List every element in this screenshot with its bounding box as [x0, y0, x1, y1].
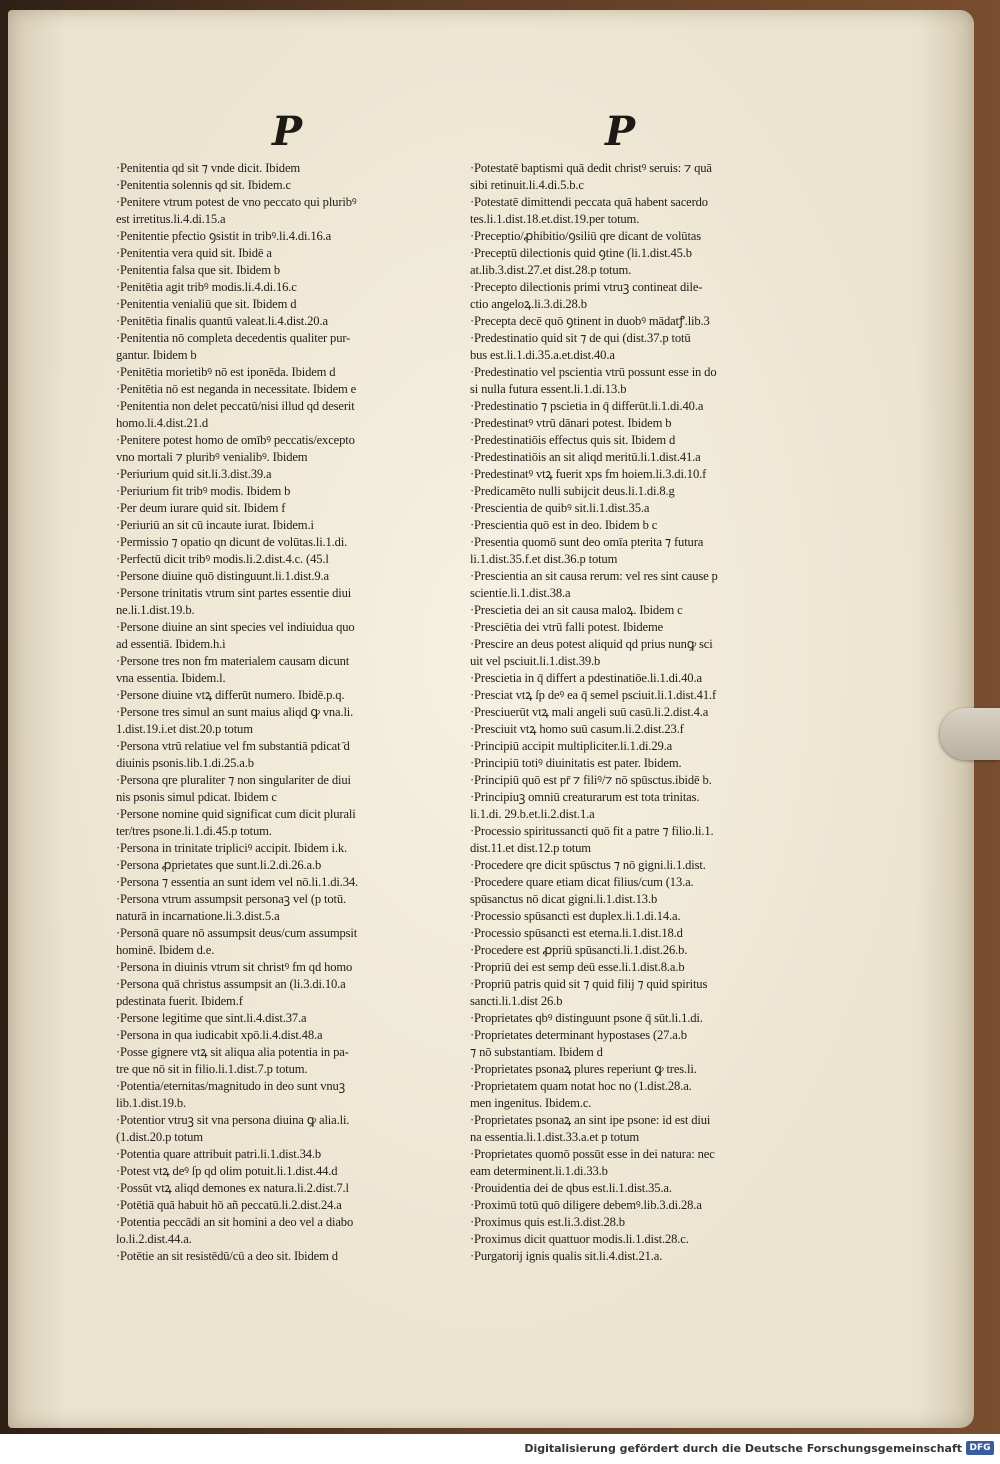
- index-entry-line: lo.li.2.dist.44.a.: [116, 1232, 192, 1246]
- index-entry-line: ·Persona vtrum assumpsit personaꝫ vel (p totū.: [116, 892, 347, 906]
- index-entry-line: ·Posse gignere vtꝝ sit aliqua alia potentia in pa-: [116, 1045, 349, 1059]
- index-entry-line: eam determinent.li.1.di.33.b: [470, 1164, 608, 1178]
- index-entry-line: ·Propriū patris quid sit ⁊ quid filij ⁊ quid spiritus: [470, 977, 708, 991]
- index-entry-line: (1.dist.20.p totum: [116, 1130, 203, 1144]
- index-entry-line: ctio angeloꝝ.li.3.di.28.b: [470, 297, 587, 311]
- index-entry-line: homo.li.4.dist.21.d: [116, 416, 208, 430]
- index-entry-line: ·Potētie an sit resistēdū/cū a deo sit. Ibidem d: [116, 1249, 338, 1263]
- index-entry-line: ·Presciētia dei vtrū falli potest. Ibideme: [470, 620, 664, 634]
- index-entry-line: ·Penitentia vera quid sit. Ibidē a: [116, 246, 272, 260]
- index-entry-line: lib.1.dist.19.b.: [116, 1096, 187, 1110]
- index-entry-line: ·Principiuꝫ omniū creaturarum est tota trinitas.: [470, 790, 700, 804]
- index-entry-line: ·Predestinatꝰ vtꝝ fuerit xps fm hoiem.li.3.di.10.f: [470, 467, 707, 481]
- index-entry-line: ·Prescientia quō est in deo. Ibidem b c: [470, 518, 658, 532]
- index-entry-line: ·Predestinatiōis effectus quis sit. Ibidem d: [470, 433, 676, 447]
- index-entry-line: ·Proximus quis est.li.3.dist.28.b: [470, 1215, 625, 1229]
- index-entry-line: hominē. Ibidem d.e.: [116, 943, 215, 957]
- index-entry-line: ·Purgatorij ignis qualis sit.li.4.dist.21.a.: [470, 1249, 663, 1263]
- index-entry-line: at.lib.3.dist.27.et dist.28.p totum.: [470, 263, 632, 277]
- index-entry-line: ·Proprietates psonaꝝ an sint ipe psone: id est diui: [470, 1113, 711, 1127]
- index-entry-line: ·Principiū quō est pr̄ ⁊ filiꝰ/⁊ nō spūsctus.ibidē b.: [470, 773, 712, 787]
- index-entry-line: ·Processio spiritussancti quō fit a patre ⁊ filio.li.1.: [470, 824, 714, 838]
- index-entry-line: ·Persone diuine vtꝝ differūt numero. Ibidē.p.q.: [116, 688, 345, 702]
- index-entry-line: ·Proprietates qbꝰ distinguunt psone q̄ sūt.li.1.di.: [470, 1011, 703, 1025]
- index-entry-line: ·Periuriū an sit cū incaute iurat. Ibidem.i: [116, 518, 314, 532]
- index-entry-line: si nulla futura essent.li.1.di.13.b: [470, 382, 627, 396]
- index-entry-line: ·Penitentia falsa que sit. Ibidem b: [116, 263, 281, 277]
- index-entry-line: naturā in incarnatione.li.3.dist.5.a: [116, 909, 280, 923]
- index-entry-line: sibi retinuit.li.4.di.5.b.c: [470, 178, 584, 192]
- index-entry-line: ·Persone trinitatis vtrum sint partes essentie diui: [116, 586, 352, 600]
- index-entry-line: 1.dist.19.i.et dist.20.p totum: [116, 722, 253, 736]
- index-entry-line: ·Per deum iurare quid sit. Ibidem f: [116, 501, 286, 515]
- index-entry-line: ·Potētiā quā habuit hō añ peccatū.li.2.dist.24.a: [116, 1198, 342, 1212]
- index-entry-line: ·Preceptū dilectionis quid ꝯtine (li.1.dist.45.b: [470, 246, 692, 260]
- index-entry-line: scientie.li.1.dist.38.a: [470, 586, 571, 600]
- index-entry-line: ·Persona ꝓprietates que sunt.li.2.di.26.a.b: [116, 858, 322, 872]
- index-entry-line: spūsanctus nō dicat gigni.li.1.dist.13.b: [470, 892, 658, 906]
- index-entry-line: ·Precepta decē quō ꝯtinent in duobꝰ mādatꝭ.lib.3: [470, 314, 710, 328]
- index-entry-line: ·Persone nomine quid significat cum dicit plurali: [116, 807, 356, 821]
- index-entry-line: ·Presentia quomō sunt deo omīa pterita ⁊ futura: [470, 535, 704, 549]
- index-entry-line: ·Preceptio/ꝓhibitio/ꝯsiliū qre dicant de volūtas: [470, 229, 701, 243]
- index-entry-line: ·Processio spūsancti est duplex.li.1.di.14.a.: [470, 909, 681, 923]
- index-entry-line: ·Persone diuine quō distinguunt.li.1.dist.9.a: [116, 569, 329, 583]
- index-entry-line: ·Persone legitime que sint.li.4.dist.37.a: [116, 1011, 307, 1025]
- index-column-right: [470, 160, 810, 1265]
- index-entry-line: ·Penitentia solennis qd sit. Ibidem.c: [116, 178, 291, 192]
- running-head-left: P: [272, 108, 303, 155]
- index-entry-line: ·Penitentia nō completa decedentis qualiter pur-: [116, 331, 351, 345]
- index-entry-line: ·Prescire an deus potest aliquid qd prius nunꝙ sci: [470, 637, 713, 651]
- index-entry-line: ·Penitētia agit tribꝰ modis.li.4.di.16.c: [116, 280, 297, 294]
- dfg-logo: DFG: [966, 1441, 994, 1455]
- index-entry-line: ·Prouidentia dei de qbus est.li.1.dist.35.a.: [470, 1181, 672, 1195]
- index-entry-line: ·Predicamēto nulli subijcit deus.li.1.di.8.g: [470, 484, 675, 498]
- index-entry-line: ·Proximū totū quō diligere debemꝰ.lib.3.di.28.a: [470, 1198, 702, 1212]
- index-column-left: [116, 160, 456, 1265]
- index-entry-line: sancti.li.1.dist 26.b: [470, 994, 563, 1008]
- index-entry-line: ·Periurium fit tribꝰ modis. Ibidem b: [116, 484, 291, 498]
- index-entry-line: ·Penitētia finalis quantū valeat.li.4.dist.20.a: [116, 314, 328, 328]
- index-entry-line: ·Penitere potest homo de omībꝰ peccatis/excepto: [116, 433, 355, 447]
- index-entry-line: ·Penitētia morietibꝰ nō est iponēda. Ibidem d: [116, 365, 336, 379]
- index-entry-line: nis psonis simul pdicat. Ibidem c: [116, 790, 277, 804]
- index-entry-line: ·Penitentia qd sit ⁊ vnde dicit. Ibidem: [116, 161, 301, 175]
- index-entry-line: ·Persona in trinitate tripliciꝰ accipit. Ibidem i.k.: [116, 841, 347, 855]
- index-entry-line: ·Prescietia dei an sit causa maloꝝ. Ibidem c: [470, 603, 683, 617]
- index-entry-line: ·Potestatē baptismi quā dedit christꝰ seruis: ⁊ quā: [470, 161, 712, 175]
- index-entry-line: ·Persona ⁊ essentia an sunt idem vel nō.li.1.di.34.: [116, 875, 359, 889]
- index-entry-line: ·Propriū dei est semp deū esse.li.1.dist.8.a.b: [470, 960, 685, 974]
- index-entry-line: bus est.li.1.di.35.a.et.dist.40.a: [470, 348, 615, 362]
- index-entry-line: ·Proprietates quomō possūt esse in dei natura: nec: [470, 1147, 715, 1161]
- index-entry-line: ·Prescientia an sit causa rerum: vel res sint cause p: [470, 569, 718, 583]
- index-entry-line: uit vel psciuit.li.1.dist.39.b: [470, 654, 601, 668]
- index-entry-line: ne.li.1.dist.19.b.: [116, 603, 195, 617]
- index-entry-line: ·Proprietatem quam notat hoc no (1.dist.28.a.: [470, 1079, 692, 1093]
- index-entry-line: ·Predestinatio quid sit ⁊ de qui (dist.37.p totū: [470, 331, 691, 345]
- index-entry-line: ·Periurium quid sit.li.3.dist.39.a: [116, 467, 272, 481]
- index-entry-line: ·Potentia peccādi an sit homini a deo vel a diabo: [116, 1215, 354, 1229]
- index-entry-line: tes.li.1.dist.18.et.dist.19.per totum.: [470, 212, 640, 226]
- index-entry-line: ·Principiū accipit multipliciter.li.1.di.29.a: [470, 739, 673, 753]
- footer-credit: Digitalisierung gefördert durch die Deutsche Forschungsgemeinschaft: [524, 1442, 962, 1455]
- index-entry-line: ·Penitentia venialiū que sit. Ibidem d: [116, 297, 297, 311]
- index-entry-line: ·Predestinatꝰ vtrū dānari potest. Ibidem b: [470, 416, 672, 430]
- index-entry-line: est irretitus.li.4.di.15.a: [116, 212, 226, 226]
- index-entry-line: ·Penitentie pfectio ꝯsistit in tribꝰ.li.4.di.16.a: [116, 229, 332, 243]
- index-entry-line: ·Prescientia de quibꝰ sit.li.1.dist.35.a: [470, 501, 650, 515]
- index-entry-line: men ingenitus. Ibidem.c.: [470, 1096, 592, 1110]
- index-entry-line: ·Processio spūsancti est eterna.li.1.dist.18.d: [470, 926, 683, 940]
- index-entry-line: ·Persona in qua iudicabit xpō.li.4.dist.48.a: [116, 1028, 323, 1042]
- index-entry-line: vno mortali ⁊ pluribꝰ venialibꝰ. Ibidem: [116, 450, 308, 464]
- index-entry-line: ad essentiā. Ibidem.h.i: [116, 637, 226, 651]
- index-entry-line: ·Perfectū dicit tribꝰ modis.li.2.dist.4.c. (45.l: [116, 552, 329, 566]
- index-entry-line: ·Potentia quare attribuit patri.li.1.dist.34.b: [116, 1147, 322, 1161]
- index-entry-line: ·Predestinatio vel pscientia vtrū possunt esse in do: [470, 365, 717, 379]
- index-entry-line: ·Proximus dicit quattuor modis.li.1.dist.28.c.: [470, 1232, 689, 1246]
- index-entry-line: diuinis psonis.lib.1.di.25.a.b: [116, 756, 254, 770]
- running-head-right: P: [605, 108, 636, 155]
- index-entry-line: ·Presciuit vtꝝ homo suū casum.li.2.dist.23.f: [470, 722, 684, 736]
- book-clasp: [940, 708, 1000, 760]
- index-entry-line: ·Procedere qre dicit spūsctus ⁊ nō gigni.li.1.dist.: [470, 858, 706, 872]
- index-entry-line: ·Presciat vtꝝ ſp deꝰ ea q̄ semel psciuit.li.1.dist.41.f: [470, 688, 717, 702]
- index-entry-line: ·Precepto dilectionis primi vtruꝫ contineat dile-: [470, 280, 703, 294]
- index-entry-line: ·Procedere est ꝓpriū spūsancti.li.1.dist.26.b.: [470, 943, 688, 957]
- index-entry-line: ·Persone diuine an sint species vel indiuidua quo: [116, 620, 355, 634]
- index-entry-line: pdestinata fuerit. Ibidem.f: [116, 994, 243, 1008]
- index-entry-line: ·Principiū totiꝰ diuinitatis est pater. Ibidem.: [470, 756, 682, 770]
- index-entry-line: ·Potestatē dimittendi peccata quā habent sacerdo: [470, 195, 708, 209]
- index-entry-line: li.1.dist.35.f.et dist.36.p totum: [470, 552, 618, 566]
- index-entry-line: ·Persona qre pluraliter ⁊ non singulariter de diui: [116, 773, 351, 787]
- index-entry-line: na essentia.li.1.dist.33.a.et p totum: [470, 1130, 639, 1144]
- index-entry-line: ·Persona quā christus assumpsit an (li.3.di.10.a: [116, 977, 346, 991]
- index-entry-line: ·Predestinatio ⁊ pscietia in q̄ differūt.li.1.di.40.a: [470, 399, 704, 413]
- index-entry-line: vna essentia. Ibidem.l.: [116, 671, 226, 685]
- index-entry-line: ·Proprietates psonaꝝ plures reperiunt ꝙ tres.li.: [470, 1062, 697, 1076]
- index-entry-line: li.1.di. 29.b.et.li.2.dist.1.a: [470, 807, 595, 821]
- index-entry-line: ·Potest vtꝝ deꝰ ſp qd olim potuit.li.1.dist.44.d: [116, 1164, 338, 1178]
- index-entry-line: ·Penitentia non delet peccatū/nisi illud qd deserit: [116, 399, 355, 413]
- index-entry-line: ·Procedere quare etiam dicat filius/cum (13.a.: [470, 875, 694, 889]
- index-entry-line: ⁊ nō substantiam. Ibidem d: [470, 1045, 603, 1059]
- index-entry-line: tre que nō sit in filio.li.1.dist.7.p totum.: [116, 1062, 308, 1076]
- index-entry-line: ·Persone tres non fm materialem causam dicunt: [116, 654, 350, 668]
- index-entry-line: ·Potentia/eternitas/magnitudo in deo sunt vnuꝫ: [116, 1079, 345, 1093]
- index-entry-line: ·Prescietia in q̄ differt a pdestinatiōe.li.1.di.40.a: [470, 671, 702, 685]
- index-entry-line: ·Persona vtrū relatiue vel fm substantiā pdicat ̄d: [116, 739, 350, 753]
- index-entry-line: ·Predestinatiōis an sit aliqd meritū.li.1.dist.41.a: [470, 450, 701, 464]
- index-entry-line: ·Potentior vtruꝫ sit vna persona diuina ꝙ alia.li.: [116, 1113, 350, 1127]
- index-entry-line: dist.11.et dist.12.p totum: [470, 841, 591, 855]
- index-entry-line: ter/tres psone.li.1.di.45.p totum.: [116, 824, 272, 838]
- footer-bar: [0, 1434, 1000, 1464]
- index-entry-line: ·Penitere vtrum potest de vno peccato qui pluribꝰ: [116, 195, 357, 209]
- index-entry-line: ·Permissio ⁊ opatio qn dicunt de volūtas.li.1.di.: [116, 535, 348, 549]
- index-entry-line: ·Possūt vtꝝ aliqd demones ex natura.li.2.dist.7.l: [116, 1181, 349, 1195]
- index-entry-line: ·Proprietates determinant hypostases (27.a.b: [470, 1028, 687, 1042]
- index-entry-line: ·Penitētia nō est neganda in necessitate. Ibidem e: [116, 382, 357, 396]
- index-entry-line: gantur. Ibidem b: [116, 348, 197, 362]
- index-entry-line: ·Persona in diuinis vtrum sit christꝰ fm qd homo: [116, 960, 353, 974]
- index-entry-line: ·Persone tres simul an sunt maius aliqd ꝙ vna.li.: [116, 705, 354, 719]
- index-entry-line: ·Personā quare nō assumpsit deus/cum assumpsit: [116, 926, 358, 940]
- index-entry-line: ·Presciuerūt vtꝝ mali angeli suū casū.li.2.dist.4.a: [470, 705, 709, 719]
